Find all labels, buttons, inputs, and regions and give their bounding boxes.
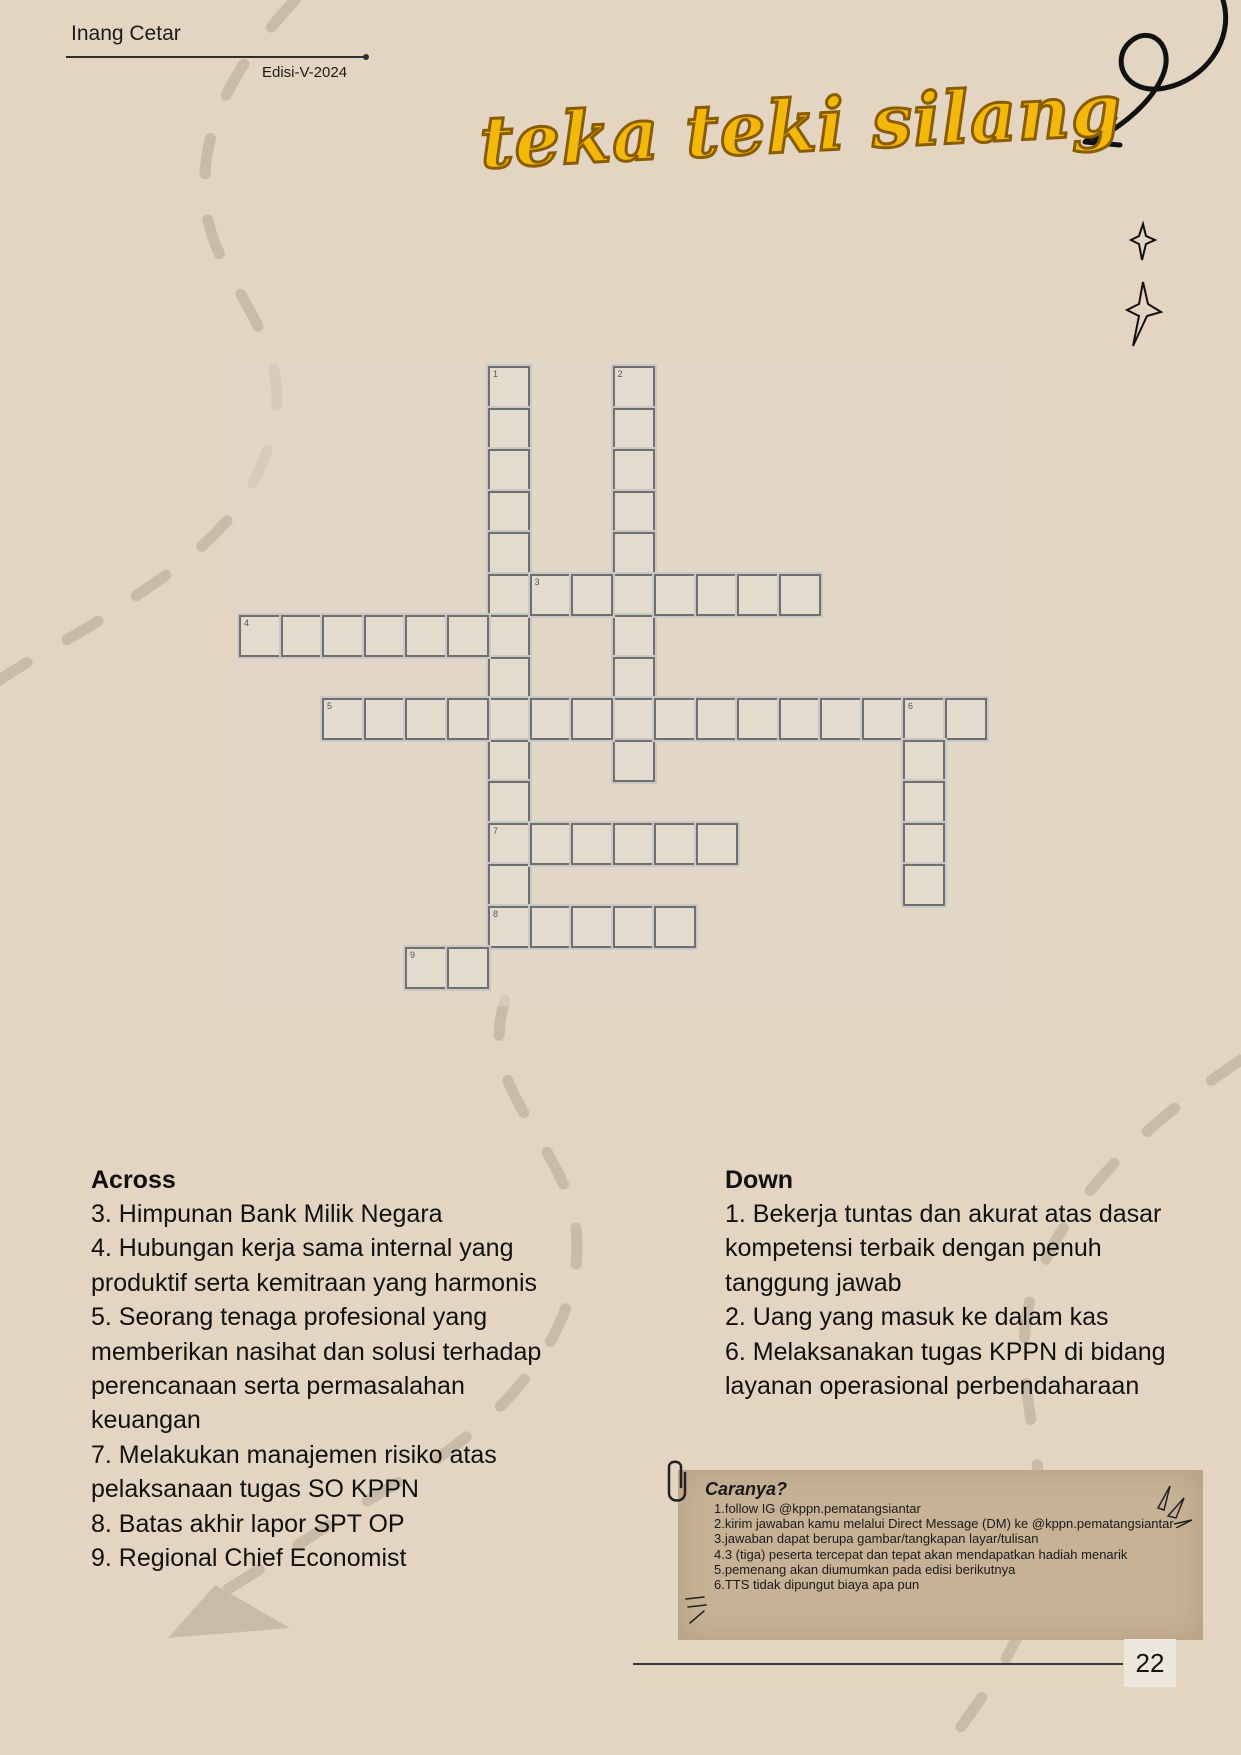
- crossword-cell[interactable]: [488, 574, 530, 616]
- crossword-cell[interactable]: [571, 823, 613, 865]
- across-clue-7: 7. Melakukan manajemen risiko atas pelaksanaan tugas SO KPPN: [91, 1440, 497, 1504]
- crossword-cell[interactable]: [405, 947, 447, 989]
- crossword-cell[interactable]: [488, 657, 530, 699]
- crossword-cell[interactable]: [571, 574, 613, 616]
- crossword-cell[interactable]: [488, 408, 530, 450]
- clue-number: 4: [244, 618, 250, 628]
- crossword-cell[interactable]: [613, 906, 655, 948]
- magazine-name: Inang Cetar: [71, 22, 181, 45]
- crossword-grid: [235, 360, 1005, 1006]
- down-clues: [725, 1163, 1175, 1403]
- crossword-cell[interactable]: [696, 823, 738, 865]
- crossword-cell[interactable]: [613, 615, 655, 657]
- down-clue-6: 6. Melaksanakan tugas KPPN di bidang layanan operasional perbendaharaan: [725, 1337, 1166, 1401]
- crossword-cell[interactable]: [488, 781, 530, 823]
- crossword-cell[interactable]: [447, 947, 489, 989]
- rules-title: Caranya?: [705, 1479, 788, 1499]
- header-rule: [66, 56, 366, 58]
- across-clue-3: 3. Himpunan Bank Milik Negara: [91, 1200, 443, 1228]
- edition-label: Edisi-V-2024: [262, 64, 348, 81]
- rules-box: [678, 1470, 1203, 1640]
- crossword-cell[interactable]: [779, 574, 821, 616]
- down-heading: Down: [725, 1166, 794, 1194]
- across-clue-5: 5. Seorang tenaga profesional yang memberikan nasihat dan solusi terhadap perencanaan serta permasalahan keuangan: [91, 1303, 542, 1435]
- crossword-cell[interactable]: [488, 491, 530, 533]
- crossword-cell[interactable]: [613, 740, 655, 782]
- clue-number: 6: [908, 701, 914, 711]
- crossword-cell[interactable]: [488, 366, 530, 408]
- crossword-cell[interactable]: [488, 906, 530, 948]
- crossword-cell[interactable]: [488, 740, 530, 782]
- clue-number: 5: [327, 701, 333, 711]
- crossword-cell[interactable]: [405, 615, 447, 657]
- crossword-cell[interactable]: [613, 408, 655, 450]
- crossword-cell[interactable]: [613, 657, 655, 699]
- across-clue-8: 8. Batas akhir lapor SPT OP: [91, 1509, 405, 1538]
- crossword-cell[interactable]: [654, 574, 696, 616]
- crossword-cell[interactable]: [281, 615, 323, 657]
- crossword-cell[interactable]: [322, 615, 364, 657]
- rules-item-1: 1.follow IG @kppn.pematangsiantar: [714, 1501, 921, 1516]
- crossword-cell[interactable]: [737, 698, 779, 740]
- rules-list: [714, 1501, 1192, 1592]
- crossword-cell[interactable]: [737, 574, 779, 616]
- crossword-cell[interactable]: [239, 615, 281, 657]
- crossword-cell[interactable]: [903, 823, 945, 865]
- crossword-cell[interactable]: [364, 615, 406, 657]
- crossword-cell[interactable]: [903, 740, 945, 782]
- across-clue-9: 9. Regional Chief Economist: [91, 1544, 407, 1573]
- crossword-cell[interactable]: [945, 698, 987, 740]
- down-clue-1: 1. Bekerja tuntas dan akurat atas dasar kompetensi terbaik dengan penuh tanggung jawab: [725, 1200, 1162, 1297]
- clue-number: 1: [493, 369, 499, 379]
- crossword-cell[interactable]: [571, 698, 613, 740]
- emphasis-marks-icon: [1150, 1478, 1195, 1528]
- crossword-cell[interactable]: [779, 698, 821, 740]
- crossword-cell[interactable]: [571, 906, 613, 948]
- crossword-cell[interactable]: [488, 449, 530, 491]
- across-clue-4: 4. Hubungan kerja sama internal yang produktif serta kemitraan yang harmonis: [91, 1234, 538, 1297]
- rules-item-5: 5.pemenang akan diumumkan pada edisi berikutnya: [714, 1561, 1016, 1577]
- down-clue-2: 2. Uang yang masuk ke dalam kas: [725, 1303, 1109, 1332]
- crossword-cell[interactable]: [530, 823, 572, 865]
- across-clues: [91, 1163, 551, 1575]
- paperclip-icon: [661, 1457, 691, 1505]
- clue-number: 8: [493, 908, 499, 919]
- crossword-cell[interactable]: [488, 864, 530, 906]
- page-title: teka teki silang: [477, 66, 1124, 185]
- across-heading: Across: [91, 1166, 176, 1194]
- crossword-cell[interactable]: [488, 615, 530, 657]
- crossword-cell[interactable]: [447, 698, 489, 740]
- page-number: 22: [1124, 1639, 1176, 1687]
- crossword-cell[interactable]: [613, 449, 655, 491]
- emphasis-marks-icon: [684, 1593, 708, 1629]
- crossword-cell[interactable]: [654, 823, 696, 865]
- crossword-cell[interactable]: [820, 698, 862, 740]
- crossword-cell[interactable]: [613, 574, 655, 616]
- clue-number: 7: [493, 825, 499, 836]
- crossword-cell[interactable]: [488, 532, 530, 574]
- crossword-cell[interactable]: [405, 698, 447, 740]
- crossword-cell[interactable]: [613, 366, 655, 408]
- crossword-cell[interactable]: [364, 698, 406, 740]
- rules-item-2: 2.kirim jawaban kamu melalui Direct Message (DM) ke @kppn.pematangsiantar: [714, 1516, 1174, 1532]
- crossword-cell[interactable]: [903, 781, 945, 823]
- crossword-cell[interactable]: [613, 698, 655, 740]
- clue-number: 3: [534, 576, 540, 587]
- crossword-cell[interactable]: [530, 698, 572, 740]
- rules-item-6: 6.TTS tidak dipungut biaya apa pun: [714, 1577, 920, 1593]
- clue-number: 9: [410, 950, 416, 960]
- crossword-cell[interactable]: [696, 574, 738, 616]
- crossword-cell[interactable]: [613, 532, 655, 574]
- rules-item-3: 3.jawaban dapat berupa gambar/tangkapan layar/tulisan: [714, 1531, 1039, 1547]
- crossword-cell[interactable]: [530, 906, 572, 948]
- crossword-cell[interactable]: [903, 698, 945, 740]
- crossword-cell[interactable]: [696, 698, 738, 740]
- sparkle-doodle-icon: [1123, 218, 1163, 348]
- crossword-cell[interactable]: [654, 698, 696, 740]
- crossword-cell[interactable]: [862, 698, 904, 740]
- crossword-cell[interactable]: [903, 864, 945, 906]
- crossword-cell[interactable]: [447, 615, 489, 657]
- crossword-cell[interactable]: [530, 574, 572, 616]
- crossword-cell[interactable]: [613, 823, 655, 865]
- crossword-cell[interactable]: [654, 906, 696, 948]
- crossword-cell[interactable]: [613, 491, 655, 533]
- footer-rule: [633, 1663, 1123, 1665]
- clue-number: 2: [617, 369, 623, 379]
- crossword-cell[interactable]: [488, 823, 530, 865]
- crossword-cell[interactable]: [488, 698, 530, 740]
- crossword-cell[interactable]: [322, 698, 364, 740]
- rules-item-4: 4.3 (tiga) peserta tercepat dan tepat akan mendapatkan hadiah menarik: [714, 1546, 1128, 1562]
